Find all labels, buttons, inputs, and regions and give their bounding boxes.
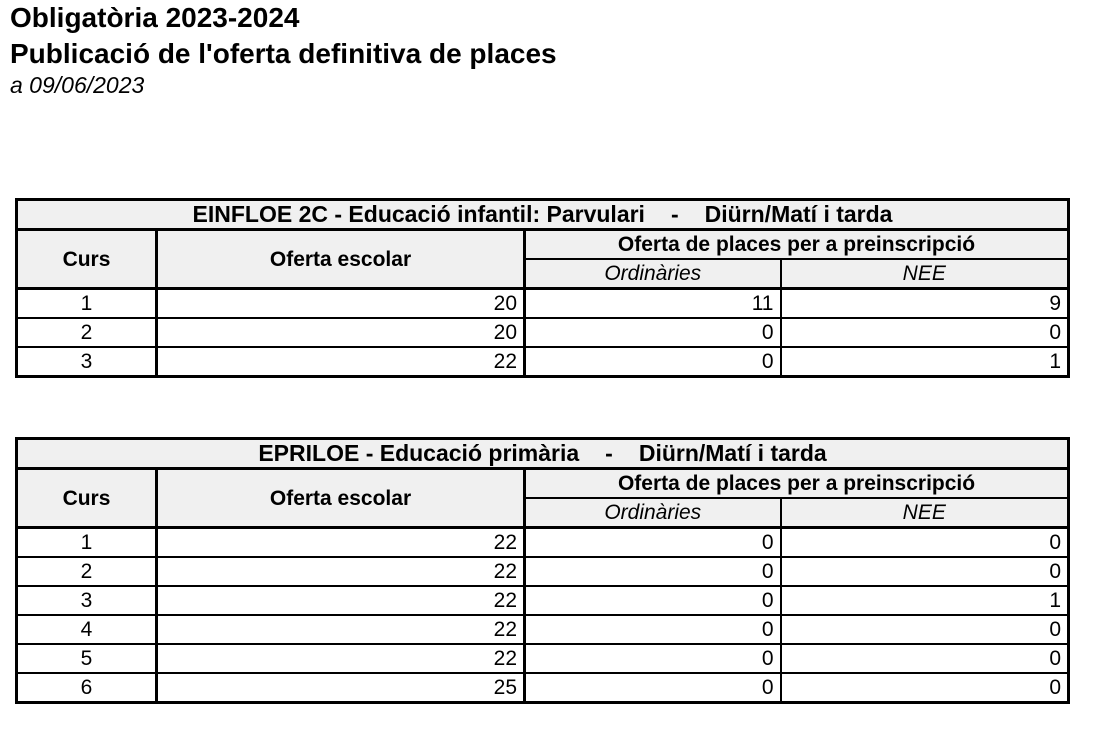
- cell-nee: 1: [1049, 350, 1062, 373]
- cell-curs: 2: [17, 557, 157, 586]
- cell-ordinaries: 0: [525, 557, 781, 586]
- cell-ordinaries: 0: [525, 586, 781, 615]
- header-nee: NEE: [781, 498, 1069, 528]
- table-row: [17, 644, 1069, 673]
- cell-oferta-escolar: 22: [157, 528, 525, 558]
- cell-oferta-escolar: 22: [157, 347, 525, 377]
- cell-curs: 1: [17, 289, 157, 319]
- header-oferta-preinscripcio: Oferta de places per a preinscripció: [525, 469, 1069, 499]
- cell-ordinaries: 0: [525, 644, 781, 673]
- table-code: EINFLOE 2C - Educació infantil: Parvulari: [192, 201, 645, 227]
- header-curs: Curs: [17, 230, 157, 289]
- offer-table-primaria: [15, 437, 1070, 704]
- cell-curs: 2: [17, 318, 157, 347]
- table-row: [17, 586, 1069, 615]
- cell-ordinaries: 0: [525, 318, 781, 347]
- table-code: EPRILOE - Educació primària: [258, 440, 580, 466]
- document-subtitle: Publicació de l'oferta definitiva de places: [10, 38, 557, 69]
- cell-nee: 0: [781, 528, 1069, 558]
- cell-curs: 6: [17, 673, 157, 703]
- cell-ordinaries: 0: [525, 528, 781, 558]
- cell-oferta-escolar: 25: [157, 673, 525, 703]
- table-row: [17, 615, 1069, 644]
- table-row: [17, 318, 1069, 347]
- table-row: [17, 289, 1069, 319]
- header-oferta-escolar: Oferta escolar: [157, 230, 525, 289]
- cell-oferta-escolar: 20: [157, 318, 525, 347]
- cell-ordinaries: 0: [525, 615, 781, 644]
- cell-nee: 1: [781, 586, 1069, 615]
- document-title: Obligatòria 2023-2024: [10, 2, 300, 33]
- cell-ordinaries: 0: [525, 673, 781, 703]
- header-oferta-preinscripcio: Oferta de places per a preinscripció: [525, 230, 1069, 260]
- header-ordinaries: Ordinàries: [525, 498, 781, 528]
- publication-date: a 09/06/2023: [10, 72, 145, 98]
- header-ordinaries: Ordinàries: [525, 259, 781, 289]
- cell-curs: 1: [17, 528, 157, 558]
- table-row: [17, 347, 1069, 377]
- table-title-separator: -: [670, 201, 679, 227]
- header-oferta-escolar: Oferta escolar: [157, 469, 525, 528]
- table-schedule: Diürn/Matí i tarda: [638, 440, 827, 466]
- cell-ordinaries: 0: [525, 347, 781, 377]
- cell-curs: 3: [17, 586, 157, 615]
- cell-ordinaries: 11: [525, 289, 781, 319]
- cell-oferta-escolar: 22: [157, 586, 525, 615]
- document-heading: [10, 0, 557, 99]
- cell-oferta-escolar: 22: [157, 615, 525, 644]
- cell-curs: 4: [17, 615, 157, 644]
- cell-curs: 5: [17, 644, 157, 673]
- table-row: [17, 673, 1069, 703]
- cell-nee: 0: [1049, 676, 1062, 699]
- table-row: [17, 557, 1069, 586]
- cell-curs: 3: [17, 347, 157, 377]
- table-title-separator: -: [605, 440, 613, 466]
- table-title: [17, 200, 1069, 230]
- cell-oferta-escolar: 22: [157, 644, 525, 673]
- table-schedule: Diürn/Matí i tarda: [704, 201, 893, 227]
- table-row: [17, 528, 1069, 558]
- cell-nee: 0: [781, 615, 1069, 644]
- cell-oferta-escolar: 20: [157, 289, 525, 319]
- cell-oferta-escolar: 22: [157, 557, 525, 586]
- offer-table-infantil: [15, 198, 1070, 378]
- table-title: [17, 439, 1069, 469]
- header-curs: Curs: [17, 469, 157, 528]
- cell-nee: 0: [781, 557, 1069, 586]
- cell-nee: 0: [781, 644, 1069, 673]
- cell-nee: 9: [781, 289, 1069, 319]
- header-nee: NEE: [781, 259, 1069, 289]
- cell-nee: 0: [781, 318, 1069, 347]
